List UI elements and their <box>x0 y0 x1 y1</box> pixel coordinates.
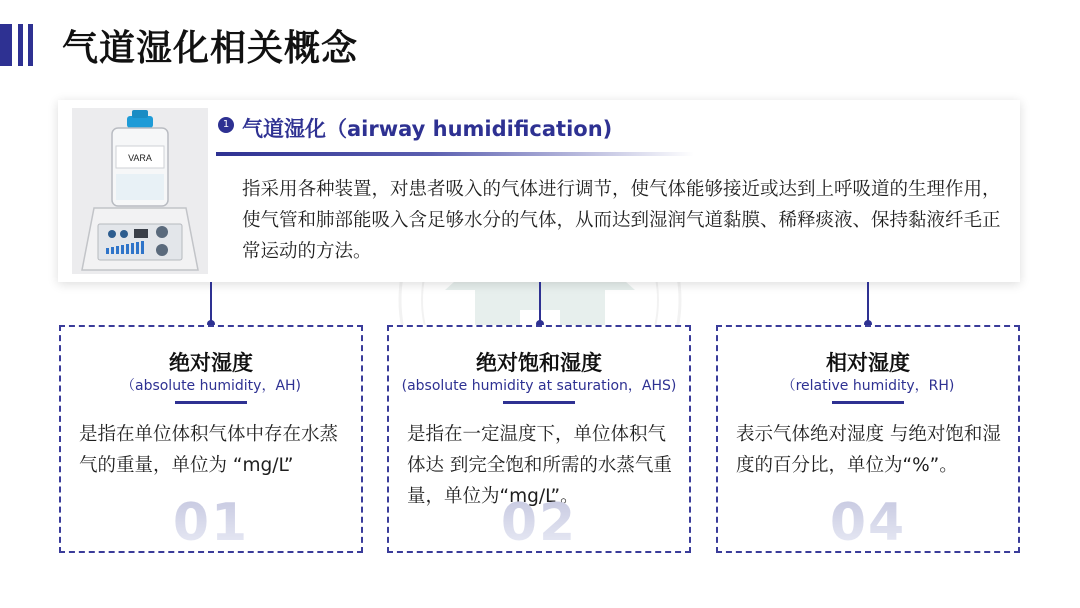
definition-card-absolute-humidity <box>59 325 363 553</box>
card-english-term: （relative humidity，RH) <box>781 378 955 394</box>
connector-line-1 <box>210 282 212 324</box>
card-number: 01 <box>61 493 361 553</box>
card-divider <box>175 401 247 404</box>
humidifier-illustration <box>72 108 208 274</box>
connector-line-2 <box>539 282 541 324</box>
card-definition: 表示气体绝对湿度 与绝对饱和湿度的百分比，单位为“%”。 <box>736 424 1001 476</box>
concept-card <box>58 100 1020 282</box>
card-number: 04 <box>718 493 1018 553</box>
connector-line-3 <box>867 282 869 324</box>
page-title: 气道湿化相关概念 <box>62 28 359 69</box>
card-title: 绝对饱和湿度 <box>476 351 602 375</box>
definition-card-absolute-saturation <box>387 325 691 553</box>
card-title: 绝对湿度 <box>169 351 253 375</box>
card-title: 相对湿度 <box>826 351 910 375</box>
title-bars-icon <box>0 24 40 66</box>
card-definition: 是指在单位体积气体中存在水蒸气的重量，单位为 “mg/L” <box>79 424 339 476</box>
concept-number-badge: 1 <box>218 117 234 133</box>
concept-title: 气道湿化（airway humidification) <box>242 117 613 141</box>
card-divider <box>832 401 904 404</box>
card-number: 02 <box>389 493 689 553</box>
humidifier-photo <box>72 108 208 274</box>
concept-description: 指采用各种装置，对患者吸入的气体进行调节，使气体能够接近或达到上呼吸道的生理作用，使气管和肺部能吸入含足够水分的气体，从而达到湿润气道黏膜、稀释痰液、保持黏液纤毛正常运动的方法。 <box>242 179 1001 262</box>
card-divider <box>503 401 575 404</box>
card-definition: 是指在一定温度下，单位体积气体达 到完全饱和所需的水蒸气重 <box>407 424 672 476</box>
photo-brand-label: VARA <box>128 153 152 163</box>
card-english-term: （absolute humidity，AH) <box>120 378 302 394</box>
definition-card-relative-humidity <box>716 325 1020 553</box>
concept-title-underline <box>216 152 694 156</box>
card-english-term: (absolute humidity at saturation，AHS) <box>401 378 677 394</box>
